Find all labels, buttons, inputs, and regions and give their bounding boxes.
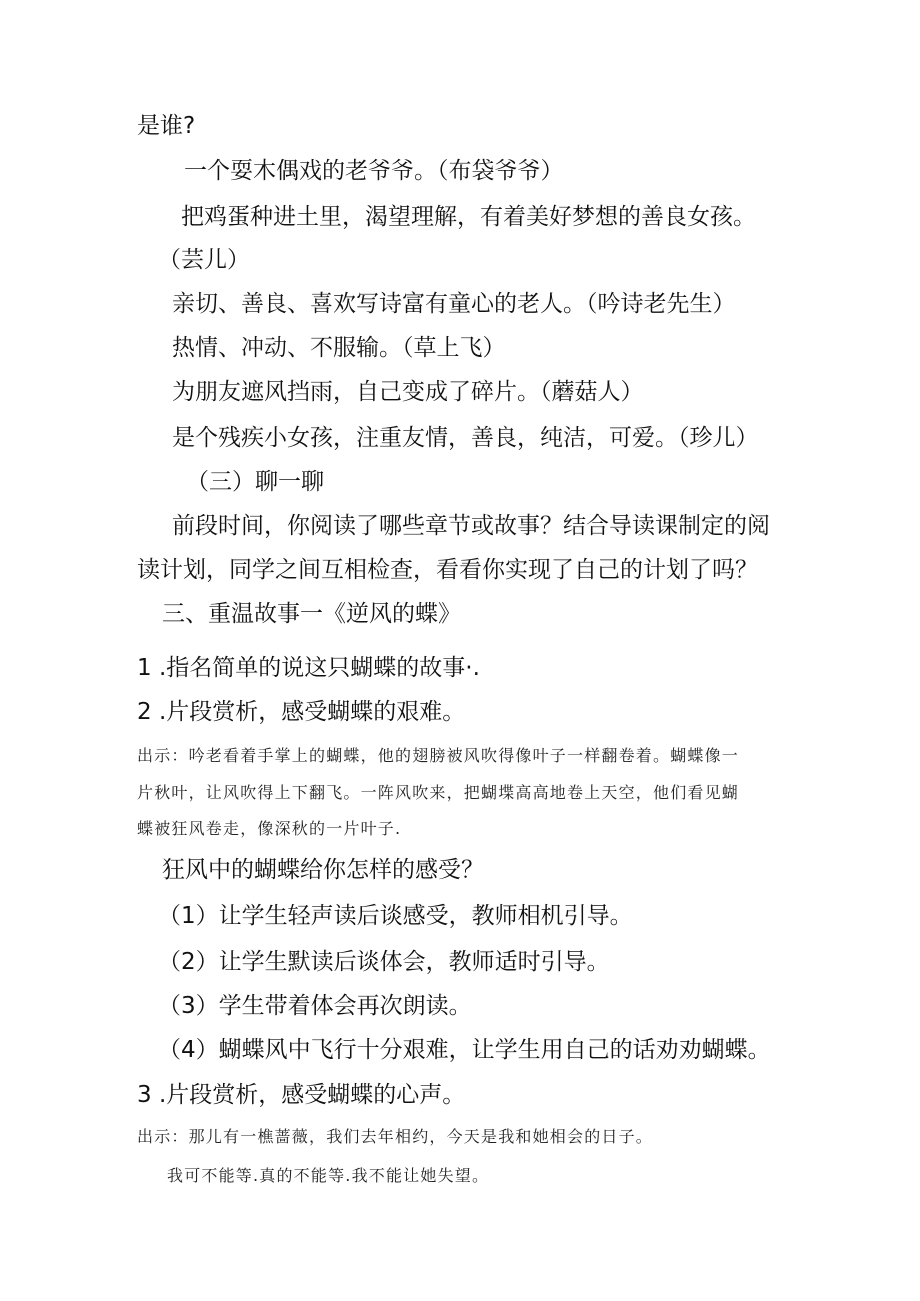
list-item-3: 3 .片段赏析，感受蝴蝶的心声。 — [137, 1082, 466, 1108]
text-line-zhener: 是个残疾小女孩，注重友情，善良，纯洁，可爱。（珍儿） — [172, 425, 759, 451]
sub-item-3: （3）学生带着体会再次朗读。 — [158, 993, 472, 1019]
text-line-reading-question-1: 前段时间，你阅读了哪些章节或故事？结合导读课制定的阅 — [172, 513, 770, 539]
text-line-yuner: （芸儿） — [158, 247, 250, 273]
sub-item-2: （2）让学生默读后谈体会，教师适时引导。 — [158, 949, 610, 975]
text-line-poet: 亲切、善良、喜欢写诗富有童心的老人。（吟诗老先生） — [172, 291, 736, 317]
section-heading-chat: （三）聊一聊 — [186, 469, 324, 495]
quote-line-4: 出示：那儿有一樵蔷薇，我们去年相约，今天是我和她相会的日子。 — [137, 1127, 654, 1146]
quote-line-3: 蝶被狂风卷走，像深秋的一片叶子. — [137, 819, 402, 838]
sub-item-4: （4）蝴蝶风中飞行十分艰难，让学生用自己的话劝劝蝴蝶。 — [158, 1037, 771, 1063]
sub-item-1: （1）让学生轻声读后谈感受，教师相机引导。 — [158, 903, 633, 929]
text-line-egg-girl: 把鸡蛋种进土里，渴望理解，有着美好梦想的善良女孩。 — [181, 204, 756, 230]
section-heading-review: 三、重温故事一《逆风的蝶》 — [162, 601, 461, 627]
quote-line-2: 片秋叶，让风吹得上下翻飞。一阵风吹来，把蝴堞高高地卷上天空，他们看见蝴 — [137, 783, 740, 802]
quote-line-5: 我可不能等.真的不能等.我不能让她失望。 — [167, 1166, 490, 1185]
text-line-puppet-grandpa: 一个耍木偶戏的老爷爷。（布袋爷爷） — [184, 158, 564, 184]
text-line-caoshangfei: 热情、冲动、不服输。（草上飞） — [172, 335, 506, 361]
quote-line-1: 出示：吟老看着手掌上的蝴蝶，他的翅膀被风吹得像叶子一样翻卷着。蝴蝶像一 — [137, 746, 740, 765]
list-item-2: 2 .片段赏析，感受蝴蝶的艰难。 — [137, 699, 466, 725]
list-item-1: 1 .指名简单的说这只蝴蝶的故事·. — [137, 655, 480, 681]
text-line-question: 是谁? — [137, 113, 196, 139]
text-line-feeling-question: 狂风中的蝴蝶给你怎样的感受？ — [162, 857, 484, 883]
text-line-reading-question-2: 读计划，同学之间互相检查，看看你实现了自己的计划了吗？ — [137, 557, 758, 583]
text-line-mushroom-man: 为朋友遮风挡雨，自己变成了碎片。（蘑菇人） — [172, 379, 644, 405]
